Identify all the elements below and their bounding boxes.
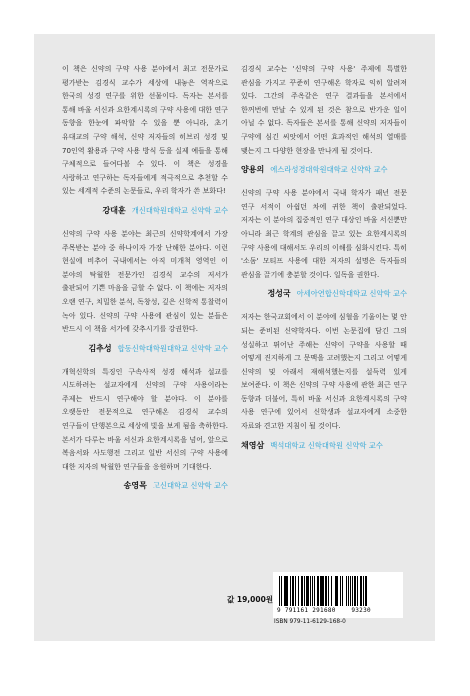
endorser-affiliation: 에스라성경대학원대학교 신약학 교수 [270,165,388,175]
endorser-signature [241,287,407,300]
endorser-affiliation: 백석대학교 신학대학원 신약학 교수 [270,440,383,450]
endorsement-text: 개혁신학의 특징인 구속사적 성경 해석과 설교를 시도하려는 설교자에게 신약의 구약 사용이라는 주제는 반드시 연구해야 할 분야다. 이 분야를 오랫동안 전문적으로 연구해온 김경식 교수의 연구들이 단행본으로 세상에 빛을 보게 됨을 축하한다. 본서가 다루는 바울 서신과 요한계시록을 넘어, 앞으로 복음서와 사도행전 그리고 일반 서신의 구약 사용에 대한 저자의 탁월한 연구들을 응원하며 기대한다. [62,366,228,471]
endorser-name: 채영삼 [241,440,265,450]
endorsement-text: 저자는 한국교회에서 이 분야에 심혈을 기울이는 몇 안 되는 준비된 신약학자다. 이번 논문집에 담긴 그의 성실하고 뛰어난 주해는 신약이 구약을 사용할 때 어떻게 진지하게 그 문맥을 고려했는지 그리고 어떻게 신약의 및 아래서 재해석했는지를 설득력 있게 보여준다. 이 책은 신약의 구약 사용에 관한 최근 연구 동향과 더불어, 특히 바울 서신과 요한계시록의 구약 사용 연구에 있어서 신학생과 설교자에게 소중한 자료와 견고한 지침이 될 것이다. [241,312,407,431]
endorser-signature [241,439,407,452]
endorsement-text: 신약의 구약 사용 분야에서 국내 학자가 패넌 전문 연구 서적이 아쉽던 차에 귀한 책이 출판되었다. 저자는 이 분야의 집중적인 연구 대상인 바울 서신뿐만 아니라 최근 학계의 관심을 끌고 있는 요한계시록의 구약 사용에 대해서도 우리의 이해를 심화시킨다. 특히 '소돔' 모티프 사용에 대한 저자의 설명은 독자들의 관심을 끌기에 충분할 것이다. 일독을 권한다. [241,188,407,279]
endorser-name: 송영목 [123,481,147,491]
endorsement-text: 신약의 구약 사용 분야는 최근의 신약학계에서 가장 주목받는 분야 중 하나이자 가장 난해한 분야다. 이런 현실에 비추어 국내에서는 아직 미개척 영역인 이 분야의 탁월한 전문가인 김경식 교수의 저서가 출판되어 기쁜 마음을 금할 수 없다. 이 책에는 저자의 오랜 연구, 치밀한 분석, 독창성, 깊은 신학적 통찰력이 녹아 있다. 신약의 구약 사용에 관심이 있는 분들은 반드시 이 책을 서가에 갖추시기를 강권한다. [62,228,228,334]
endorsement-text: 이 책은 신약의 구약 사용 분야에서 최고 전문가로 평가받는 김경식 교수가 세상에 내놓은 역작으로 한국의 성경 연구를 위한 선물이다. 독자는 본서를 통해 바울 서신과 요한계시록의 구약 사용에 대한 연구 동향을 한눈에 파악할 수 있을 뿐 아니라, 초기 유대교의 구약 해석, 신약 저자들의 히브리 성경 및 70인역 활용과 구약 사용 방식 등을 실제 예들을 통해 구체적으로 들여다볼 수 있다. 이 책은 성경을 사랑하고 연구하는 독자들에게 적극적으로 추천할 수 있는 세계적 수준의 논문들로, 우리 학자가 쓴 보화다! [62,64,228,196]
isbn-barcode [273,572,403,618]
endorser-affiliation: 아세아연합신학대학교 신약학 교수 [296,289,407,299]
barcode-digits [277,607,401,614]
endorser-name: 강대훈 [102,205,126,215]
endorser-name: 정성국 [267,289,291,299]
endorser-signature [62,479,228,492]
right-column [241,62,407,462]
barcode-main-digits: 9 791161 291680 [277,607,336,614]
isbn-label: ISBN 979-11-6129-168-0 [274,619,346,625]
barcode-bars [279,576,397,606]
price-label: 값 19,000원 [227,595,274,604]
endorser-signature [241,163,407,176]
endorser-name: 양용의 [241,165,265,175]
endorser-affiliation: 고신대학교 신약학 교수 [152,481,228,491]
barcode-bar [365,576,367,606]
endorser-signature [62,342,228,355]
endorser-name: 김추성 [88,343,112,353]
endorser-affiliation: 개신대학원대학교 신약학 교수 [131,205,228,215]
endorsement-text: 김경식 교수는 '신약의 구약 사용' 주제에 특별한 관심을 가지고 꾸준히 연구해온 학자로 익히 알려져 있다. 그간의 주옥같은 연구 결과들을 본서에서 한꺼번에 만날 수 있게 된 것은 참으로 반가운 일이 아닐 수 없다. 독자들은 본서를 통해 신약의 저자들이 구약에 심긴 씨앗에서 어떤 효과적인 해석의 열매를 맺는지 그 다양한 현장을 만나게 될 것이다. [241,64,407,155]
endorser-affiliation: 합동신학대학원대학교 신약학 교수 [117,343,228,353]
left-column [62,62,228,502]
endorser-signature [62,204,228,217]
barcode-addon-digits: 93230 [351,607,371,614]
